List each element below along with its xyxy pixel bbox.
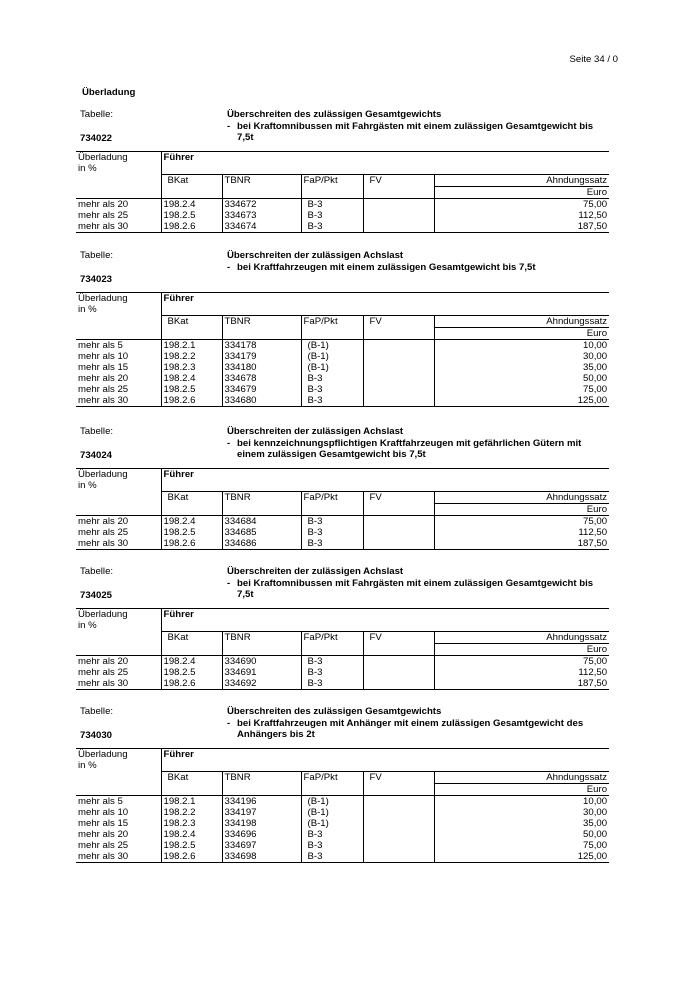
cell-tbnr: 334696	[222, 829, 301, 840]
table-header	[76, 426, 609, 466]
col-in-percent: in %	[78, 163, 97, 174]
cell-tbnr: 334692	[222, 678, 301, 690]
col-ueberladung: Überladung	[76, 749, 161, 761]
table-row	[76, 210, 609, 221]
col-ueberladung: Überladung	[76, 293, 161, 305]
cell-bkat: 198.2.4	[161, 829, 222, 840]
table-title: Überschreiten des zulässigen Gesamtgewichts	[227, 109, 442, 120]
table-title: Überschreiten der zulässigen Achslast	[227, 566, 404, 577]
fine-table-block	[76, 426, 609, 550]
table-number: 734025	[80, 590, 113, 601]
col-tbnr: TBNR	[222, 175, 301, 187]
table-description	[227, 426, 607, 461]
cell-betrag: 75,00	[434, 840, 609, 851]
table-description	[227, 109, 607, 144]
cell-fap: B-3	[301, 667, 363, 678]
table-subtitle: - bei Kraftfahrzeugen mit Anhänger mit einem zulässigen Gesamtgewicht des Anhängers bis 2t	[227, 717, 584, 740]
cell-fap: B-3	[301, 678, 363, 690]
cell-fap: B-3	[301, 538, 363, 550]
col-fuehrer: Führer	[161, 152, 609, 164]
table-row	[76, 818, 609, 829]
table-row	[76, 656, 609, 668]
col-bkat: BKat	[161, 316, 222, 328]
cell-fap: (B-1)	[301, 340, 363, 352]
cell-fap: (B-1)	[301, 807, 363, 818]
cell-fap: B-3	[301, 840, 363, 851]
cell-betrag: 75,00	[434, 384, 609, 395]
cell-fap: B-3	[301, 373, 363, 384]
cell-fap: B-3	[301, 395, 363, 407]
cell-fv	[363, 395, 434, 407]
col-fap: FaP/Pkt	[301, 632, 363, 644]
cell-fv	[363, 199, 434, 211]
fine-table	[76, 292, 609, 407]
table-row	[76, 340, 609, 352]
col-fap: FaP/Pkt	[301, 492, 363, 504]
table-row	[76, 538, 609, 550]
cell-fv	[363, 829, 434, 840]
cell-fv	[363, 840, 434, 851]
col-tbnr: TBNR	[222, 492, 301, 504]
col-in-percent: in %	[78, 620, 97, 631]
table-row	[76, 807, 609, 818]
cell-bkat: 198.2.5	[161, 667, 222, 678]
col-in-percent: in %	[78, 760, 97, 771]
cell-ueberladung: mehr als 30	[76, 678, 161, 690]
cell-betrag: 187,50	[434, 538, 609, 550]
table-row	[76, 829, 609, 840]
cell-tbnr: 334672	[222, 199, 301, 211]
cell-fv	[363, 818, 434, 829]
table-subtitle: - bei kennzeichnungspflichtigen Kraftfahrzeugen mit gefährlichen Gütern mit einem zulässigen Gesamtgewicht bis 7,5t	[227, 437, 582, 460]
table-description	[227, 706, 607, 741]
cell-betrag: 75,00	[434, 656, 609, 668]
cell-fap: (B-1)	[301, 362, 363, 373]
table-description	[227, 566, 607, 601]
cell-betrag: 30,00	[434, 807, 609, 818]
cell-betrag: 112,50	[434, 527, 609, 538]
cell-ueberladung: mehr als 30	[76, 395, 161, 407]
cell-ueberladung: mehr als 30	[76, 538, 161, 550]
cell-tbnr: 334178	[222, 340, 301, 352]
table-number: 734022	[80, 133, 113, 144]
table-header	[76, 706, 609, 746]
section-title: Überladung	[82, 87, 136, 98]
col-ahndungssatz: Ahndungssatz	[434, 492, 609, 504]
cell-ueberladung: mehr als 25	[78, 210, 129, 221]
cell-betrag: 35,00	[434, 818, 609, 829]
cell-tbnr: 334691	[222, 667, 301, 678]
table-row	[76, 384, 609, 395]
cell-fv	[363, 340, 434, 352]
fine-table-block	[76, 250, 609, 407]
col-ueberladung: Überladung	[76, 152, 161, 164]
cell-ueberladung: mehr als 25	[78, 840, 129, 851]
cell-fv	[363, 656, 434, 668]
cell-tbnr: 334198	[222, 818, 301, 829]
fine-table	[76, 748, 609, 863]
cell-ueberladung: mehr als 25	[78, 667, 129, 678]
cell-betrag: 187,50	[434, 678, 609, 690]
cell-betrag: 30,00	[434, 351, 609, 362]
cell-ueberladung: mehr als 30	[76, 851, 161, 863]
cell-ueberladung: mehr als 30	[76, 221, 161, 233]
table-row	[76, 796, 609, 808]
col-fv: FV	[363, 175, 434, 187]
col-bkat: BKat	[161, 492, 222, 504]
col-fap: FaP/Pkt	[301, 772, 363, 784]
table-number: 734023	[80, 274, 113, 285]
table-title: Überschreiten der zulässigen Achslast	[227, 426, 404, 437]
cell-bkat: 198.2.6	[161, 221, 222, 233]
table-row	[76, 678, 609, 690]
cell-fv	[363, 373, 434, 384]
cell-bkat: 198.2.4	[161, 656, 222, 668]
col-tbnr: TBNR	[222, 632, 301, 644]
col-in-percent: in %	[78, 480, 97, 491]
cell-tbnr: 334680	[222, 395, 301, 407]
col-ueberladung: Überladung	[76, 609, 161, 621]
cell-tbnr: 334690	[222, 656, 301, 668]
fine-table	[76, 608, 609, 690]
cell-bkat: 198.2.4	[161, 373, 222, 384]
cell-fap: B-3	[301, 210, 363, 221]
col-euro: Euro	[434, 187, 609, 199]
table-row	[76, 351, 609, 362]
col-euro: Euro	[434, 644, 609, 656]
cell-betrag: 35,00	[434, 362, 609, 373]
cell-fv	[363, 667, 434, 678]
col-fv: FV	[363, 316, 434, 328]
cell-tbnr: 334679	[222, 384, 301, 395]
cell-ueberladung: mehr als 10	[78, 807, 129, 818]
col-tbnr: TBNR	[222, 772, 301, 784]
cell-ueberladung: mehr als 25	[78, 384, 129, 395]
table-header	[76, 566, 609, 606]
cell-bkat: 198.2.6	[161, 851, 222, 863]
table-row	[76, 667, 609, 678]
cell-bkat: 198.2.5	[161, 384, 222, 395]
cell-fv	[363, 516, 434, 528]
table-row	[76, 527, 609, 538]
cell-fap: (B-1)	[301, 818, 363, 829]
cell-tbnr: 334698	[222, 851, 301, 863]
col-euro: Euro	[434, 504, 609, 516]
cell-fap: B-3	[301, 199, 363, 211]
col-bkat: BKat	[161, 175, 222, 187]
cell-tbnr: 334197	[222, 807, 301, 818]
cell-tbnr: 334196	[222, 796, 301, 808]
cell-ueberladung: mehr als 20	[78, 829, 129, 840]
cell-fv	[363, 384, 434, 395]
table-description	[227, 250, 607, 273]
table-subtitle: - bei Kraftfahrzeugen mit einem zulässigen Gesamtgewicht bis 7,5t	[227, 261, 536, 273]
col-bkat: BKat	[161, 772, 222, 784]
table-row	[76, 395, 609, 407]
cell-bkat: 198.2.6	[161, 395, 222, 407]
cell-fap: B-3	[301, 221, 363, 233]
col-bkat: BKat	[161, 632, 222, 644]
col-fuehrer: Führer	[161, 469, 609, 481]
col-ahndungssatz: Ahndungssatz	[434, 632, 609, 644]
fine-table-block	[76, 109, 609, 233]
table-row	[76, 199, 609, 211]
table-title: Überschreiten des zulässigen Gesamtgewichts	[227, 706, 442, 717]
table-label: Tabelle:	[80, 109, 114, 120]
cell-fap: B-3	[301, 516, 363, 528]
col-euro: Euro	[434, 784, 609, 796]
col-ahndungssatz: Ahndungssatz	[434, 316, 609, 328]
col-fuehrer: Führer	[161, 749, 609, 761]
col-fuehrer: Führer	[161, 293, 609, 305]
cell-tbnr: 334686	[222, 538, 301, 550]
cell-tbnr: 334685	[222, 527, 301, 538]
table-label: Tabelle:	[80, 250, 114, 261]
cell-fap: B-3	[301, 656, 363, 668]
col-ueberladung: Überladung	[76, 469, 161, 481]
fine-table	[76, 151, 609, 233]
table-number: 734024	[80, 450, 113, 461]
cell-fv	[363, 210, 434, 221]
cell-betrag: 10,00	[434, 796, 609, 808]
cell-ueberladung: mehr als 20	[78, 373, 129, 384]
cell-bkat: 198.2.1	[161, 796, 222, 808]
cell-tbnr: 334678	[222, 373, 301, 384]
page-number: Seite 34 / 0	[569, 54, 618, 65]
cell-betrag: 75,00	[434, 516, 609, 528]
table-label: Tabelle:	[80, 566, 114, 577]
cell-betrag: 10,00	[434, 340, 609, 352]
cell-bkat: 198.2.2	[161, 351, 222, 362]
col-fv: FV	[363, 632, 434, 644]
cell-bkat: 198.2.2	[161, 807, 222, 818]
cell-tbnr: 334179	[222, 351, 301, 362]
cell-tbnr: 334674	[222, 221, 301, 233]
cell-fv	[363, 362, 434, 373]
cell-tbnr: 334684	[222, 516, 301, 528]
cell-fv	[363, 538, 434, 550]
table-subtitle: - bei Kraftomnibussen mit Fahrgästen mit einem zulässigen Gesamtgewicht bis 7,5t	[227, 120, 594, 143]
cell-fap: B-3	[301, 851, 363, 863]
cell-betrag: 112,50	[434, 667, 609, 678]
cell-fap: B-3	[301, 829, 363, 840]
col-fuehrer: Führer	[161, 609, 609, 621]
col-fv: FV	[363, 492, 434, 504]
cell-betrag: 125,00	[434, 395, 609, 407]
cell-bkat: 198.2.3	[161, 818, 222, 829]
cell-ueberladung: mehr als 15	[78, 362, 129, 373]
cell-bkat: 198.2.6	[161, 678, 222, 690]
cell-fv	[363, 807, 434, 818]
cell-ueberladung: mehr als 20	[78, 199, 129, 210]
cell-ueberladung: mehr als 5	[78, 796, 123, 807]
cell-fv	[363, 527, 434, 538]
cell-bkat: 198.2.6	[161, 538, 222, 550]
table-number: 734030	[80, 730, 113, 741]
cell-fap: (B-1)	[301, 351, 363, 362]
table-header	[76, 250, 609, 290]
table-title: Überschreiten der zulässigen Achslast	[227, 250, 404, 261]
cell-ueberladung: mehr als 5	[78, 340, 123, 351]
cell-bkat: 198.2.5	[161, 527, 222, 538]
cell-fap: B-3	[301, 384, 363, 395]
cell-bkat: 198.2.5	[161, 840, 222, 851]
table-row	[76, 373, 609, 384]
cell-fap: B-3	[301, 527, 363, 538]
col-fap: FaP/Pkt	[301, 316, 363, 328]
col-euro: Euro	[434, 328, 609, 340]
col-in-percent: in %	[78, 304, 97, 315]
col-fv: FV	[363, 772, 434, 784]
cell-fv	[363, 221, 434, 233]
col-ahndungssatz: Ahndungssatz	[434, 772, 609, 784]
cell-bkat: 198.2.1	[161, 340, 222, 352]
cell-bkat: 198.2.5	[161, 210, 222, 221]
cell-bkat: 198.2.4	[161, 199, 222, 211]
cell-ueberladung: mehr als 25	[78, 527, 129, 538]
table-row	[76, 840, 609, 851]
cell-fv	[363, 351, 434, 362]
cell-fap: (B-1)	[301, 796, 363, 808]
table-subtitle: - bei Kraftomnibussen mit Fahrgästen mit einem zulässigen Gesamtgewicht bis 7,5t	[227, 577, 594, 600]
col-fap: FaP/Pkt	[301, 175, 363, 187]
table-row	[76, 221, 609, 233]
fine-table-block	[76, 566, 609, 690]
fine-table	[76, 468, 609, 550]
cell-betrag: 50,00	[434, 829, 609, 840]
cell-ueberladung: mehr als 10	[78, 351, 129, 362]
cell-tbnr: 334697	[222, 840, 301, 851]
table-header	[76, 109, 609, 149]
col-ahndungssatz: Ahndungssatz	[434, 175, 609, 187]
table-row	[76, 362, 609, 373]
cell-fv	[363, 851, 434, 863]
cell-betrag: 75,00	[434, 199, 609, 211]
fine-table-block	[76, 706, 609, 863]
table-row	[76, 516, 609, 528]
cell-tbnr: 334673	[222, 210, 301, 221]
cell-betrag: 50,00	[434, 373, 609, 384]
cell-tbnr: 334180	[222, 362, 301, 373]
col-tbnr: TBNR	[222, 316, 301, 328]
cell-ueberladung: mehr als 20	[78, 516, 129, 527]
cell-bkat: 198.2.3	[161, 362, 222, 373]
cell-fv	[363, 796, 434, 808]
cell-betrag: 187,50	[434, 221, 609, 233]
cell-ueberladung: mehr als 20	[78, 656, 129, 667]
cell-ueberladung: mehr als 15	[78, 818, 129, 829]
table-label: Tabelle:	[80, 706, 114, 717]
table-label: Tabelle:	[80, 426, 114, 437]
cell-bkat: 198.2.4	[161, 516, 222, 528]
cell-betrag: 125,00	[434, 851, 609, 863]
table-row	[76, 851, 609, 863]
cell-betrag: 112,50	[434, 210, 609, 221]
cell-fv	[363, 678, 434, 690]
